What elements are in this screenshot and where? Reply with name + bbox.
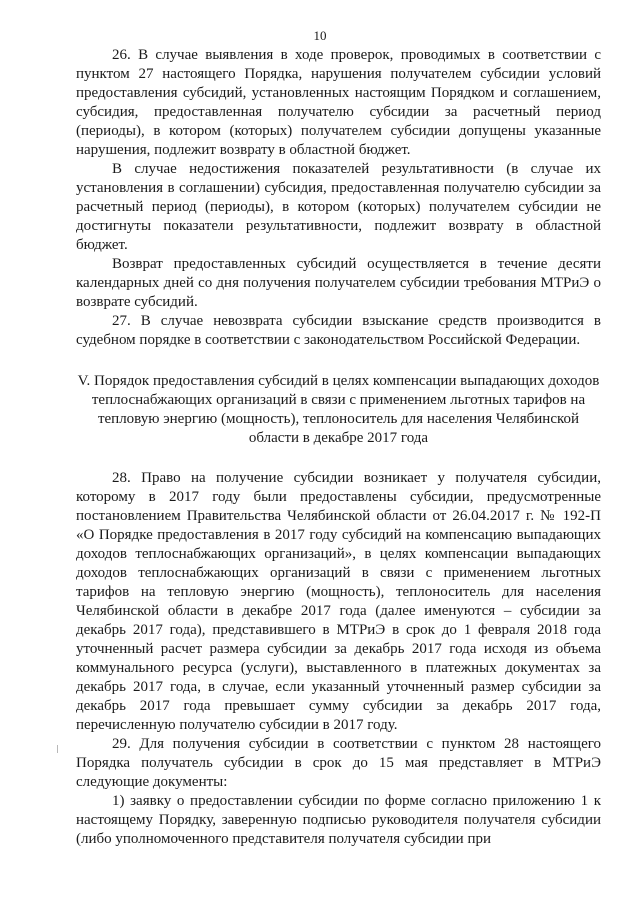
paragraph-26: 26. В случае выявления в ходе проверок, проводимых в соответствии с пунктом 27 настоящего Порядка, нарушения получателем субсидии условий предоставления субсидий, установленных настоящим Порядком и соглашением, субсидия, предоставленная получателю субсидии за расчетный период (периоды), в котором (которых) получателем субсидии допущены указанные нарушения, подлежит возврату в областной бюджет. [76,47,601,158]
page-number: 10 [313,28,327,43]
paragraph-refund-terms: Возврат предоставленных субсидий осуществляется в течение десяти календарных дней со дня получения получателем субсидии требования МТРиЭ о возврате субсидий. [76,256,601,310]
spacer [76,448,601,469]
document-body [76,46,601,849]
spacer [76,350,601,372]
paragraph-29: 29. Для получения субсидии в соответствии с пунктом 28 настоящего Порядка получатель субсидии в срок до 15 мая представляет в МТРиЭ следующие документы: [76,736,601,790]
paragraph-28: 28. Право на получение субсидии возникает у получателя субсидии, которому в 2017 году были предоставлены субсидии, предусмотренные постановлением Правительства Челябинской области от 26.04.2017 г. № 192-П «О Порядке предоставления в 2017 году субсидий на компенсацию выпадающих доходов теплоснабжающих организаций», в целях компенсации выпадающих доходов теплоснабжающих организаций в связи с применением льготных тарифов на тепловую энергию (мощность), теплоноситель для населения Челябинской области в декабре 2017 года (далее именуются – субсидии за декабрь 2017 года), представившего в МТРиЭ в срок до 1 февраля 2018 года уточненный расчет размера субсидии за декабрь 2017 года исходя из объема коммунального ресурса (услуги), выставленного в платежных документах за декабрь 2017 года, в случае, если указанный уточненный размер субсидии за декабрь 2017 года превышает сумму субсидии за декабрь 2017 года, перечисленную получателю субсидии в 2017 году. [76,470,601,733]
paragraph-performance-indicators: В случае недостижения показателей результативности (в случае их установления в соглашении) субсидия, предоставленная получателю субсидии за расчетный период (периоды), в котором (которых) получателем субсидии не достигнуты показатели результативности, подлежит возврату в областной бюджет. [76,161,601,253]
scan-margin-mark [57,745,58,753]
paragraph-29-item-1: 1) заявку о предоставлении субсидии по форме согласно приложению 1 к настоящему Порядку, заверенную подписью руководителя получателя субсидии (либо уполномоченного представителя получателя субсидии при [76,793,601,847]
paragraph-27: 27. В случае невозврата субсидии взыскание средств производится в судебном порядке в соответствии с законодательством Российской Федерации. [76,313,601,348]
section-heading: V. Порядок предоставления субсидий в целях компенсации выпадающих доходов теплоснабжающих организаций в связи с применением льготных тарифов на тепловую энергию (мощность), теплоноситель для населения Челябинской области в декабре 2017 года [77,373,600,446]
